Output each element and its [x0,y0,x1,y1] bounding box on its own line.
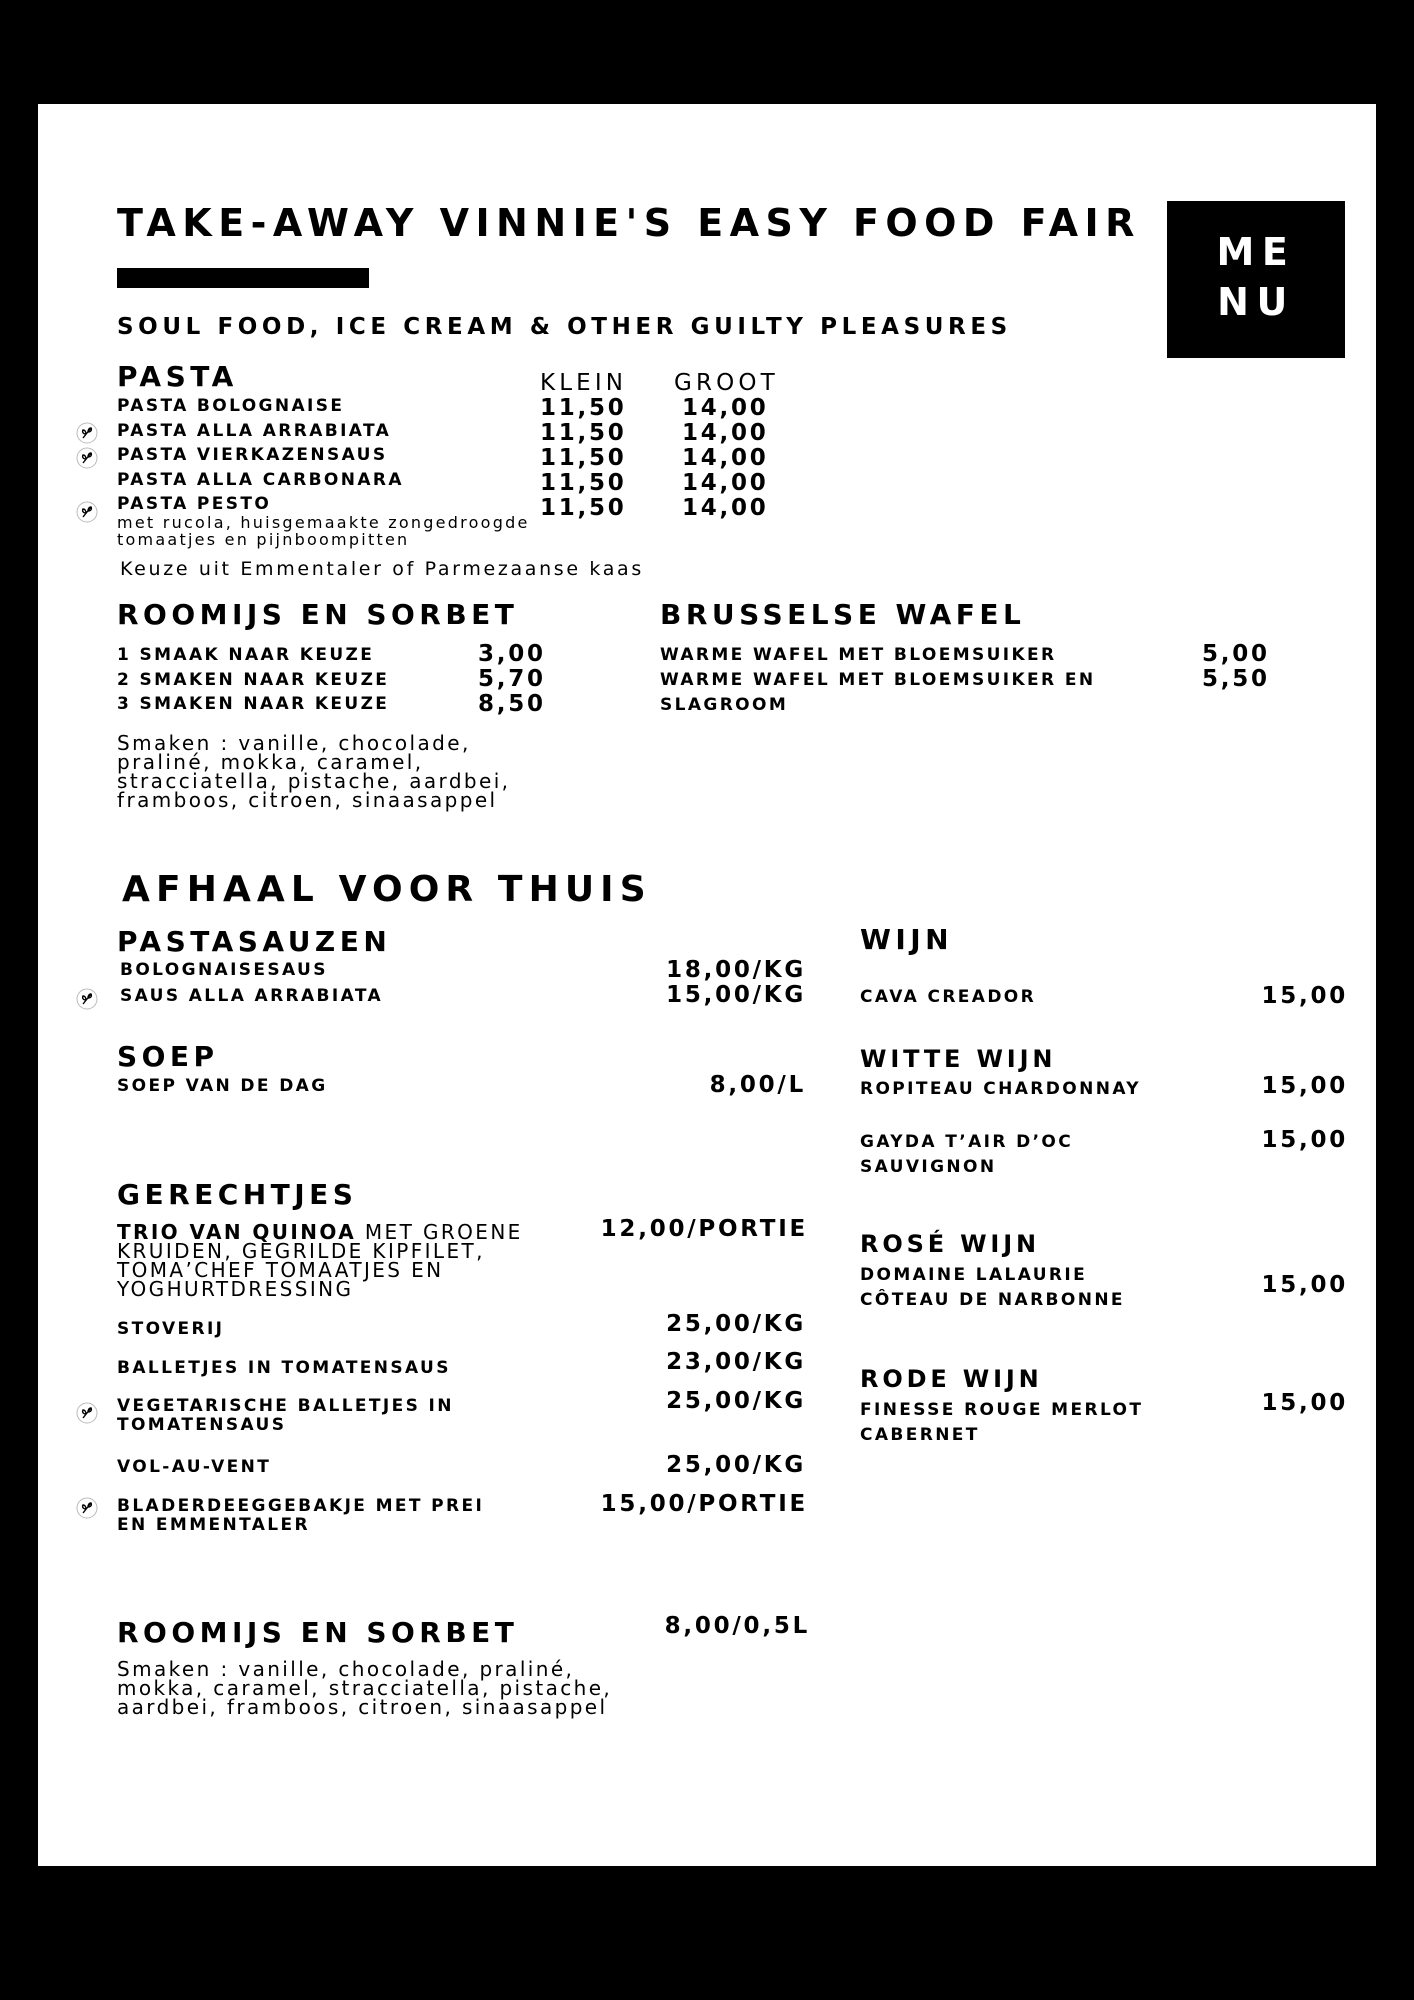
roomijs-heading: ROOMIJS EN SORBET [117,598,519,631]
soep-heading: SOEP [117,1040,219,1073]
gerechtjes-heading: GERECHTJES [117,1178,358,1211]
pasta-item-name: PASTA VIERKAZENSAUS [117,445,388,465]
pasta-item-price-klein: 11,50 [540,395,627,421]
roomijs-item-price: 5,70 [478,666,546,692]
pasta-pesto-description-line: tomaatjes en pijnboompitten [117,530,410,549]
pasta-cheese-note: Keuze uit Emmentaler of Parmezaanse kaas [120,558,644,580]
rode-wijn-heading: RODE WIJN [860,1365,1043,1393]
rose-wijn-heading: ROSÉ WIJN [860,1230,1040,1258]
gerechtje-price: 23,00/KG [666,1349,806,1375]
menu-badge [1167,201,1345,358]
menu-badge-line-2: NU [1217,280,1295,324]
wijn-item-name-line: FINESSE ROUGE MERLOT [860,1400,1144,1420]
wijn-item-name [860,1130,1073,1180]
roomijs-item-price: 3,00 [478,641,546,667]
soep-item-price: 8,00/L [709,1072,806,1098]
pastasaus-item-price: 15,00/KG [666,982,806,1008]
trio-name: TRIO VAN QUINOA [117,1220,357,1244]
pasta-heading: PASTA [117,360,238,393]
leaf-icon [76,422,98,444]
pastasaus-item-name: SAUS ALLA ARRABIATA [120,986,384,1006]
gerechtje-price: 15,00/PORTIE [600,1491,808,1517]
afhaal-roomijs-flavours-line: Smaken : vanille, chocolade, praliné, [117,1657,575,1681]
afhaal-heading: AFHAAL VOOR THUIS [122,869,652,910]
roomijs-flavours-line: Smaken : vanille, chocolade, [117,731,471,755]
pasta-col-klein: KLEIN [540,370,628,396]
wijn-item-price: 15,00 [1261,1073,1348,1099]
wijn-heading: WIJN [860,923,954,956]
pasta-item-name: PASTA PESTO [117,494,272,514]
afhaal-roomijs-flavours-line: aardbei, framboos, citroen, sinaasappel [117,1695,608,1719]
roomijs-item-price: 8,50 [478,691,546,717]
pasta-item-name: PASTA BOLOGNAISE [117,396,345,416]
roomijs-item-name: 1 SMAAK NAAR KEUZE [117,645,375,665]
pasta-item-price-groot: 14,00 [682,395,769,421]
trio-van-quinoa-item [117,1220,523,1301]
pastasaus-item-name: BOLOGNAISESAUS [120,960,328,980]
afhaal-roomijs-flavours [117,1657,613,1719]
pasta-item-price-groot: 14,00 [682,470,769,496]
wijn-item-name [860,1398,1143,1448]
pasta-item-price-groot: 14,00 [682,445,769,471]
wijn-item-name: ROPITEAU CHARDONNAY [860,1079,1141,1099]
trio-description-line: TOMA’CHEF TOMAATJES EN [117,1258,444,1282]
roomijs-flavours [117,731,511,812]
soep-item-name: SOEP VAN DE DAG [117,1076,328,1096]
wijn-item-name-line: GAYDA T’AIR D’OC [860,1132,1074,1152]
gerechtje-name [117,1397,454,1435]
wijn-item-name [860,1263,1125,1313]
trio-description-line: YOGHURTDRESSING [117,1277,354,1301]
gerechtje-price: 25,00/KG [666,1388,806,1414]
pasta-pesto-description-line: met rucola, huisgemaakte zongedroogde [117,513,530,532]
title-underline [117,268,369,288]
wijn-item-price: 15,00 [1261,1127,1348,1153]
trio-description-start: MET GROENE [356,1220,523,1244]
wijn-item-name-line: CABERNET [860,1425,980,1445]
gerechtje-price: 25,00/KG [666,1311,806,1337]
wijn-item-name-line: SAUVIGNON [860,1157,997,1177]
pasta-item-price-groot: 14,00 [682,495,769,521]
wijn-item-name-line: DOMAINE LALAURIE [860,1265,1088,1285]
pasta-item-name: PASTA ALLA CARBONARA [117,470,404,490]
afhaal-roomijs-flavours-line: mokka, caramel, stracciatella, pistache, [117,1676,613,1700]
leaf-icon [76,501,98,523]
pasta-item-price-groot: 14,00 [682,420,769,446]
pasta-item-price-klein: 11,50 [540,470,627,496]
roomijs-item-name: 2 SMAKEN NAAR KEUZE [117,670,390,690]
wafel-item-name [660,668,1095,718]
pastasaus-item-price: 18,00/KG [666,957,806,983]
gerechtje-name-line: EN EMMENTALER [117,1515,310,1535]
menu-badge-line-1: ME [1216,230,1296,274]
gerechtje-price: 25,00/KG [666,1452,806,1478]
menu-title: TAKE-AWAY VINNIE'S EASY FOOD FAIR [117,201,1141,245]
wafel-item-price: 5,00 [1202,641,1270,667]
wijn-item-price: 15,00 [1261,1390,1348,1416]
wijn-item-price: 15,00 [1261,1272,1348,1298]
leaf-icon [76,988,98,1010]
pasta-pesto-description [117,514,530,548]
gerechtje-name-line: VEGETARISCHE BALLETJES IN [117,1396,454,1416]
wafel-heading: BRUSSELSE WAFEL [660,598,1026,631]
pasta-item-price-klein: 11,50 [540,495,627,521]
leaf-icon [76,1402,98,1424]
roomijs-flavours-line: praliné, mokka, caramel, [117,750,424,774]
pasta-item-price-klein: 11,50 [540,445,627,471]
pasta-col-groot: GROOT [674,370,779,396]
roomijs-flavours-line: framboos, citroen, sinaasappel [117,788,498,812]
gerechtje-name: STOVERIJ [117,1319,225,1339]
pasta-item-name: PASTA ALLA ARRABIATA [117,421,392,441]
trio-price: 12,00/PORTIE [600,1216,808,1242]
leaf-icon [76,447,98,469]
roomijs-flavours-line: stracciatella, pistache, aardbei, [117,769,511,793]
gerechtje-name-line: TOMATENSAUS [117,1415,287,1435]
wafel-item-name-line: SLAGROOM [660,695,789,715]
wijn-item-name: CAVA CREADOR [860,987,1037,1007]
witte-wijn-heading: WITTE WIJN [860,1045,1057,1073]
wijn-item-name-line: CÔTEAU DE NARBONNE [860,1290,1125,1310]
menu-subtitle: SOUL FOOD, ICE CREAM & OTHER GUILTY PLEASURES [117,314,1012,340]
leaf-icon [76,1497,98,1519]
wafel-item-price: 5,50 [1202,666,1270,692]
pasta-item-price-klein: 11,50 [540,420,627,446]
trio-description-line: KRUIDEN, GEGRILDE KIPFILET, [117,1239,485,1263]
afhaal-roomijs-price: 8,00/0,5L [664,1613,810,1639]
roomijs-item-name: 3 SMAKEN NAAR KEUZE [117,694,390,714]
pastasauzen-heading: PASTASAUZEN [117,925,392,958]
wafel-item-name: WARME WAFEL MET BLOEMSUIKER [660,645,1057,665]
gerechtje-name: VOL-AU-VENT [117,1457,272,1477]
gerechtje-name: BALLETJES IN TOMATENSAUS [117,1358,451,1378]
gerechtje-name [117,1497,484,1535]
wijn-item-price: 15,00 [1261,983,1348,1009]
afhaal-roomijs-heading: ROOMIJS EN SORBET [117,1616,519,1649]
gerechtje-name-line: BLADERDEEGGEBAKJE MET PREI [117,1496,485,1516]
wafel-item-name-line: WARME WAFEL MET BLOEMSUIKER EN [660,670,1096,690]
